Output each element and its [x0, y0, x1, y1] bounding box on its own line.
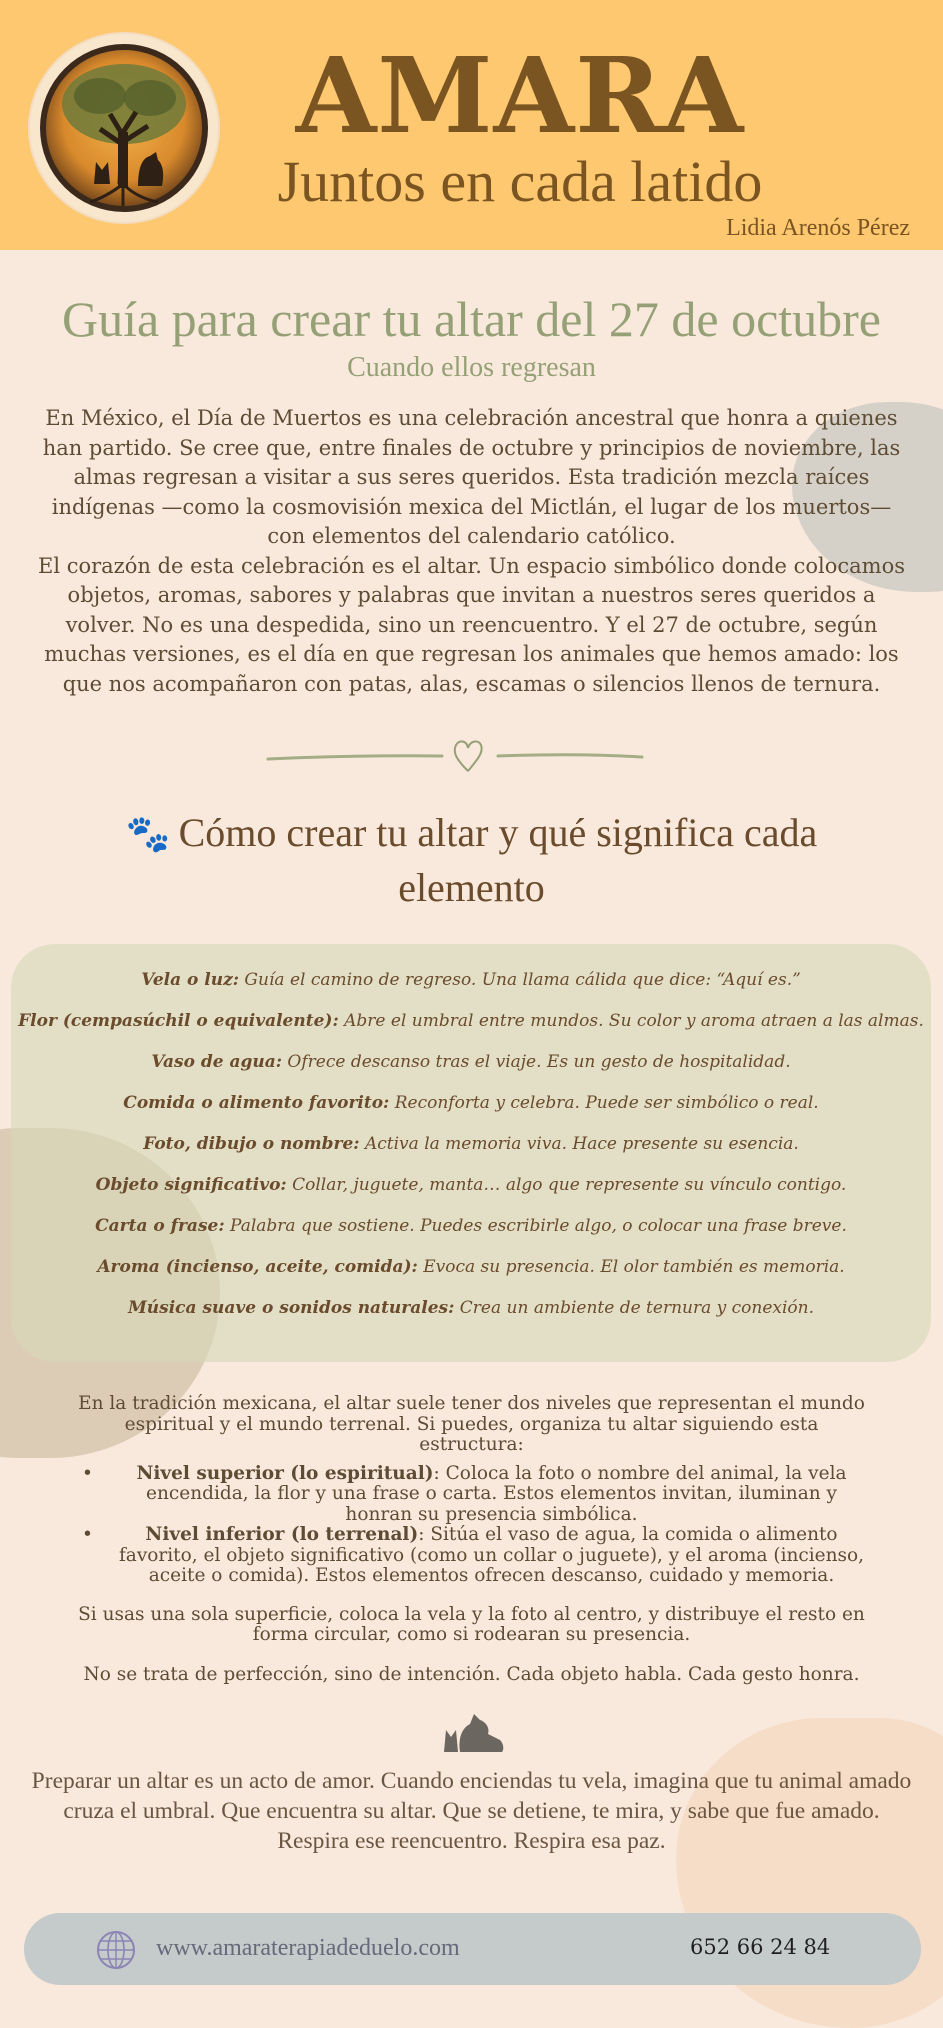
intro-paragraph: El corazón de esta celebración es el altar. Un espacio simbólico donde colocamos objetos, aromas, sabores y palabras que invitan a nuestros seres queridos a volver. No es una despedida, sino un reencuentro. Y el 27 de octubre, según muchas versiones, es el día en que regresan los animales que hemos amado: los que nos acompañaron con patas, alas, escamas o silencios llenos de ternura. [37, 553, 905, 696]
element-item [11, 1175, 931, 1216]
website-link[interactable]: www.amaraterapiadeduelo.com [156, 1935, 460, 1961]
element-item [11, 1216, 931, 1257]
element-desc: Ofrece descanso tras el viaje. Es un gesto de hospitalidad. [282, 1052, 791, 1072]
element-item [11, 970, 931, 1011]
level-desc: : Sitúa el vaso de agua, la comida o alimento favorito, el objeto significativo (como un collar o juguete), y el aroma (incienso, aceite o comida). Estos elementos ofrecen descanso, cuidado y memoria. [118, 1524, 865, 1586]
closing-paragraph: Respira ese reencuentro. Respira esa paz. [277, 1828, 666, 1854]
element-desc: Reconforta y celebra. Puede ser simbólico o real. [389, 1093, 819, 1113]
section-title [90, 806, 853, 914]
level-item [70, 1525, 873, 1587]
element-name: Comida o alimento favorito: [123, 1093, 390, 1113]
guide-title: Guía para crear tu altar del 27 de octubre [61, 291, 882, 347]
element-desc: Guía el camino de regreso. Una llama cálida que dice: “Aquí es.” [239, 970, 801, 990]
element-desc: Palabra que sostiene. Puedes escribirle algo, o colocar una frase breve. [224, 1216, 847, 1236]
element-name: Vaso de agua: [151, 1052, 283, 1072]
level-name: Nivel inferior (lo terrenal) [145, 1524, 419, 1545]
author-name: Lidia Arenós Pérez [726, 215, 910, 241]
element-name: Objeto significativo: [95, 1175, 287, 1195]
elements-list [11, 970, 931, 1339]
element-item [11, 1298, 931, 1339]
tagline: Juntos en cada latido [277, 149, 763, 214]
brand-name: AMARA [295, 34, 745, 157]
heart-divider [260, 735, 660, 775]
element-desc: Abre el umbral entre mundos. Su color y aroma atraen a las almas. [338, 1011, 924, 1031]
element-desc: Collar, juguete, manta… algo que represente su vínculo contigo. [286, 1175, 847, 1195]
element-name: Flor (cempasúchil o equivalente): [18, 1011, 339, 1031]
element-item [11, 1134, 931, 1175]
level-item [70, 1464, 873, 1526]
structure-intro: En la tradición mexicana, el altar suele tener dos niveles que representan el mundo espiritual y el mundo terrenal. Si puedes, organiza tu altar siguiendo esta estructura: [78, 1393, 865, 1455]
element-desc: Crea un ambiente de ternura y conexión. [454, 1298, 815, 1318]
single-surface-text: Si usas una sola superficie, coloca la vela y la foto al centro, y distribuye el resto en forma circular, como si rodearan su presencia. [78, 1603, 865, 1645]
element-name: Aroma (incienso, aceite, comida): [97, 1257, 418, 1277]
element-item [11, 1257, 931, 1298]
intention-text: No se trata de perfección, sino de intención. Cada objeto habla. Cada gesto honra. [83, 1663, 860, 1685]
closing-text [28, 1766, 915, 1856]
closing-paragraph: Preparar un altar es un acto de amor. Cuando enciendas tu vela, imagina que tu animal amado cruza el umbral. Que encuentra su altar. Que se detiene, te mira, y sabe que fue amado. [31, 1768, 912, 1824]
element-item [11, 1093, 931, 1134]
element-desc: Evoca su presencia. El olor también es memoria. [417, 1257, 845, 1277]
altar-structure [70, 1394, 873, 1685]
globe-icon [96, 1930, 136, 1970]
levels-list [70, 1464, 873, 1587]
element-name: Vela o luz: [141, 970, 240, 990]
element-item [11, 1052, 931, 1093]
element-desc: Activa la memoria viva. Hace presente su esencia. [359, 1134, 799, 1154]
element-item [11, 1011, 931, 1052]
paw-icon: 🐾 [125, 814, 171, 854]
guide-subtitle: Cuando ellos regresan [347, 352, 596, 383]
level-desc: : Coloca la foto o nombre del animal, la vela encendida, la flor y una frase o carta. Estos elementos invitan, iluminan y honran su presencia simbólica. [146, 1462, 847, 1525]
intro-text [30, 404, 913, 699]
element-name: Carta o frase: [95, 1216, 225, 1236]
element-name: Música suave o sonidos naturales: [127, 1298, 455, 1318]
element-name: Foto, dibujo o nombre: [143, 1134, 360, 1154]
level-name: Nivel superior (lo espiritual) [136, 1462, 434, 1484]
intro-paragraph: En México, el Día de Muertos es una celebración ancestral que honra a quienes han partido. Se cree que, entre finales de octubre y principios de noviembre, las almas regresan a visitar a sus seres queridos. Esta tradición mezcla raíces indígenas —como la cosmovisión mexica del Mictlán, el lugar de los muertos— con elementos del calendario católico. [42, 406, 901, 548]
cat-and-dog-icon [440, 1710, 504, 1754]
section-title-text: Cómo crear tu altar y qué significa cada elemento [178, 810, 818, 910]
phone-number[interactable]: 652 66 24 84 [690, 1935, 831, 1959]
